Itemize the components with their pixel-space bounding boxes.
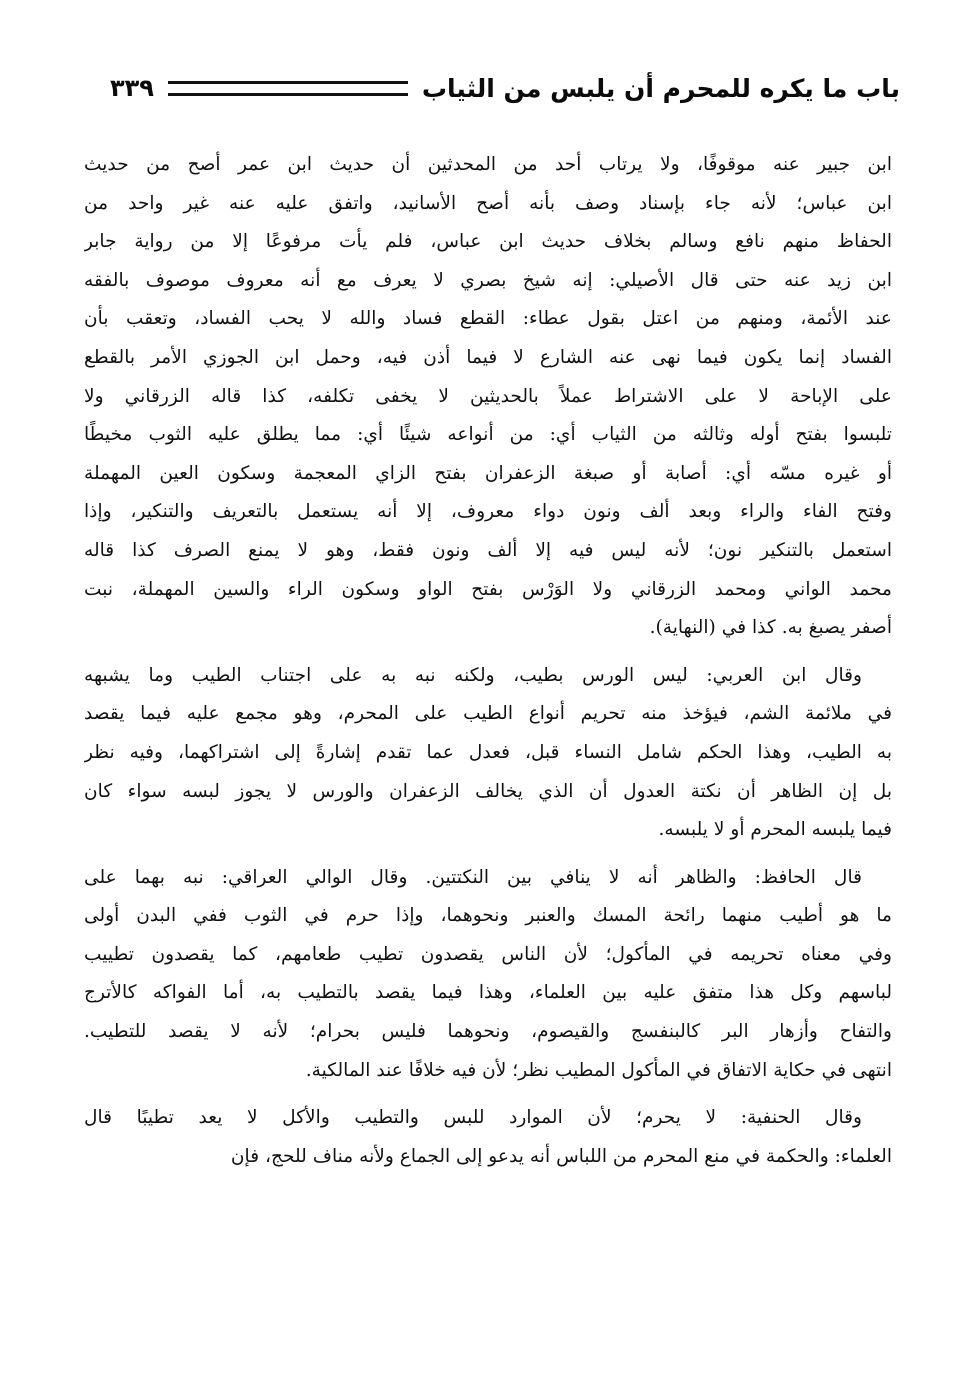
text-line: فيما يلبسه المحرم أو لا يلبسه. — [658, 819, 892, 841]
text-line: ابن زيد عنه حتى قال الأصيلي: إنه شيخ بصري لا يعرف مع أنه معروف موصوف بالفقه — [84, 269, 892, 291]
text-line: عند الأئمة، ومنهم من اعتل بقول عطاء: القطع فساد والله لا يحب الفساد، وتعقب بأن — [84, 308, 892, 330]
text-line: انتهى في حكاية الاتفاق في المأكول المطيب نظر؛ لأن فيه خلافًا عند المالكية. — [305, 1059, 892, 1081]
text-line: قال الحافظ: والظاهر أنه لا ينافي بين النكتتين. وقال الوالي العراقي: نبه بهما على — [84, 866, 862, 888]
text-line: وقال ابن العربي: ليس الورس بطيب، ولكنه نبه به على اجتناب الطيب وما يشبهه — [84, 664, 862, 686]
text-line: الحفاظ منهم نافع وسالم بخلاف حديث ابن عباس، فلم يأت مرفوعًا إلا من رواية جابر — [84, 231, 892, 253]
text-line: استعمل بالتنكير نون؛ لأنه ليس فيه إلا ألف ونون فقط، وهو لا يمنع الصرف كذا قاله — [84, 539, 892, 561]
text-line: وقال الحنفية: لا يحرم؛ لأن الموارد للبس والتطيب والأكل لا يعد تطيبًا قال — [84, 1107, 862, 1129]
text-line: ابن جبير عنه موقوفًا، ولا يرتاب أحد من المحدثين أن حديث ابن عمر أصح من حديث — [84, 154, 892, 175]
page-header — [110, 64, 900, 112]
text-line: ما هو أطيب منهما رائحة المسك والعنبر ونحوهما، وإذا حرم في الثوب ففي البدن أولى — [84, 905, 892, 927]
text-line: على الإباحة لا على الاشتراط عملاً بالحديثين لا يخفى تكلفه، كذا قاله الزرقاني ولا — [84, 385, 892, 407]
text-line: محمد الواني ومحمد الزرقاني ولا الوَرْس بفتح الواو وسكون الراء والسين المهملة، نبت — [84, 578, 892, 600]
text-line: الفساد إنما يكون فيما نهى عنه الشارع لا فيما أذن فيه، وحمل ابن الجوزي الأمر بالقطع — [84, 346, 892, 368]
paragraph — [84, 146, 892, 648]
page-number: ٣٣٩ — [110, 74, 154, 102]
paragraph — [84, 859, 892, 1091]
text-line: ابن عباس؛ لأنه جاء بإسناد وصف بأنه أصح الأسانيد، واتفق عليه عنه غير واحد من — [84, 192, 892, 214]
text-line: لباسهم وكل هذا متفق عليه بين العلماء، وهذا فيما يقصد بالتطيب به، أما الفواكه كالأترج — [84, 982, 892, 1004]
text-line: أصفر يصبغ به. كذا في (النهاية). — [649, 617, 892, 639]
paragraph — [84, 1099, 892, 1176]
text-line: وفي معناه تحريمه في المأكول؛ لأن الناس يقصدون تطيب طعامهم، كما يقصدون تطييب — [84, 943, 892, 965]
text-line: أو غيره مسّه أي: أصابة أو صبغة الزعفران بفتح الزاي المعجمة وسكون العين المهملة — [84, 462, 892, 484]
text-line: والتفاح وأزهار البر كالبنفسج والقيصوم، ونحوهما فليس بحرام؛ لأنه لا يقصد للتطيب. — [84, 1021, 892, 1043]
running-title: باب ما يكره للمحرم أن يلبس من الثياب — [421, 73, 900, 103]
header-rule — [168, 81, 408, 96]
text-line: في ملائمة الشم، فيؤخذ منه تحريم أنواع الطيب على المحرم، وهو مجمع عليه فيما يقصد — [84, 703, 892, 725]
text-line: العلماء: والحكمة في منع المحرم من اللباس أنه يدعو إلى الجماع ولأنه مناف للحج، فإن — [230, 1145, 892, 1167]
text-line: وفتح الفاء والراء وبعد ألف ونون دواء معروف، إلا أنه يستعمل بالتعريف والتنكير، وإذا — [84, 501, 892, 523]
text-line: تلبسوا بفتح أوله وثالثه من الثياب أي: من أنواعه شيئًا أي: مما يطلق عليه الثوب مخيطًا — [84, 424, 892, 446]
text-line: به الطيب، وهذا الحكم شامل النساء قبل، فعدل عما تقدم إشارةً إلى اشتراكهما، وفيه نظر — [84, 741, 892, 763]
text-line: بل إن الظاهر أن نكتة العدول أن الذي يخالف الزعفران والورس لا يجوز لبسه سواء كان — [84, 780, 892, 802]
paragraph — [84, 657, 892, 850]
body-text — [84, 146, 892, 1185]
